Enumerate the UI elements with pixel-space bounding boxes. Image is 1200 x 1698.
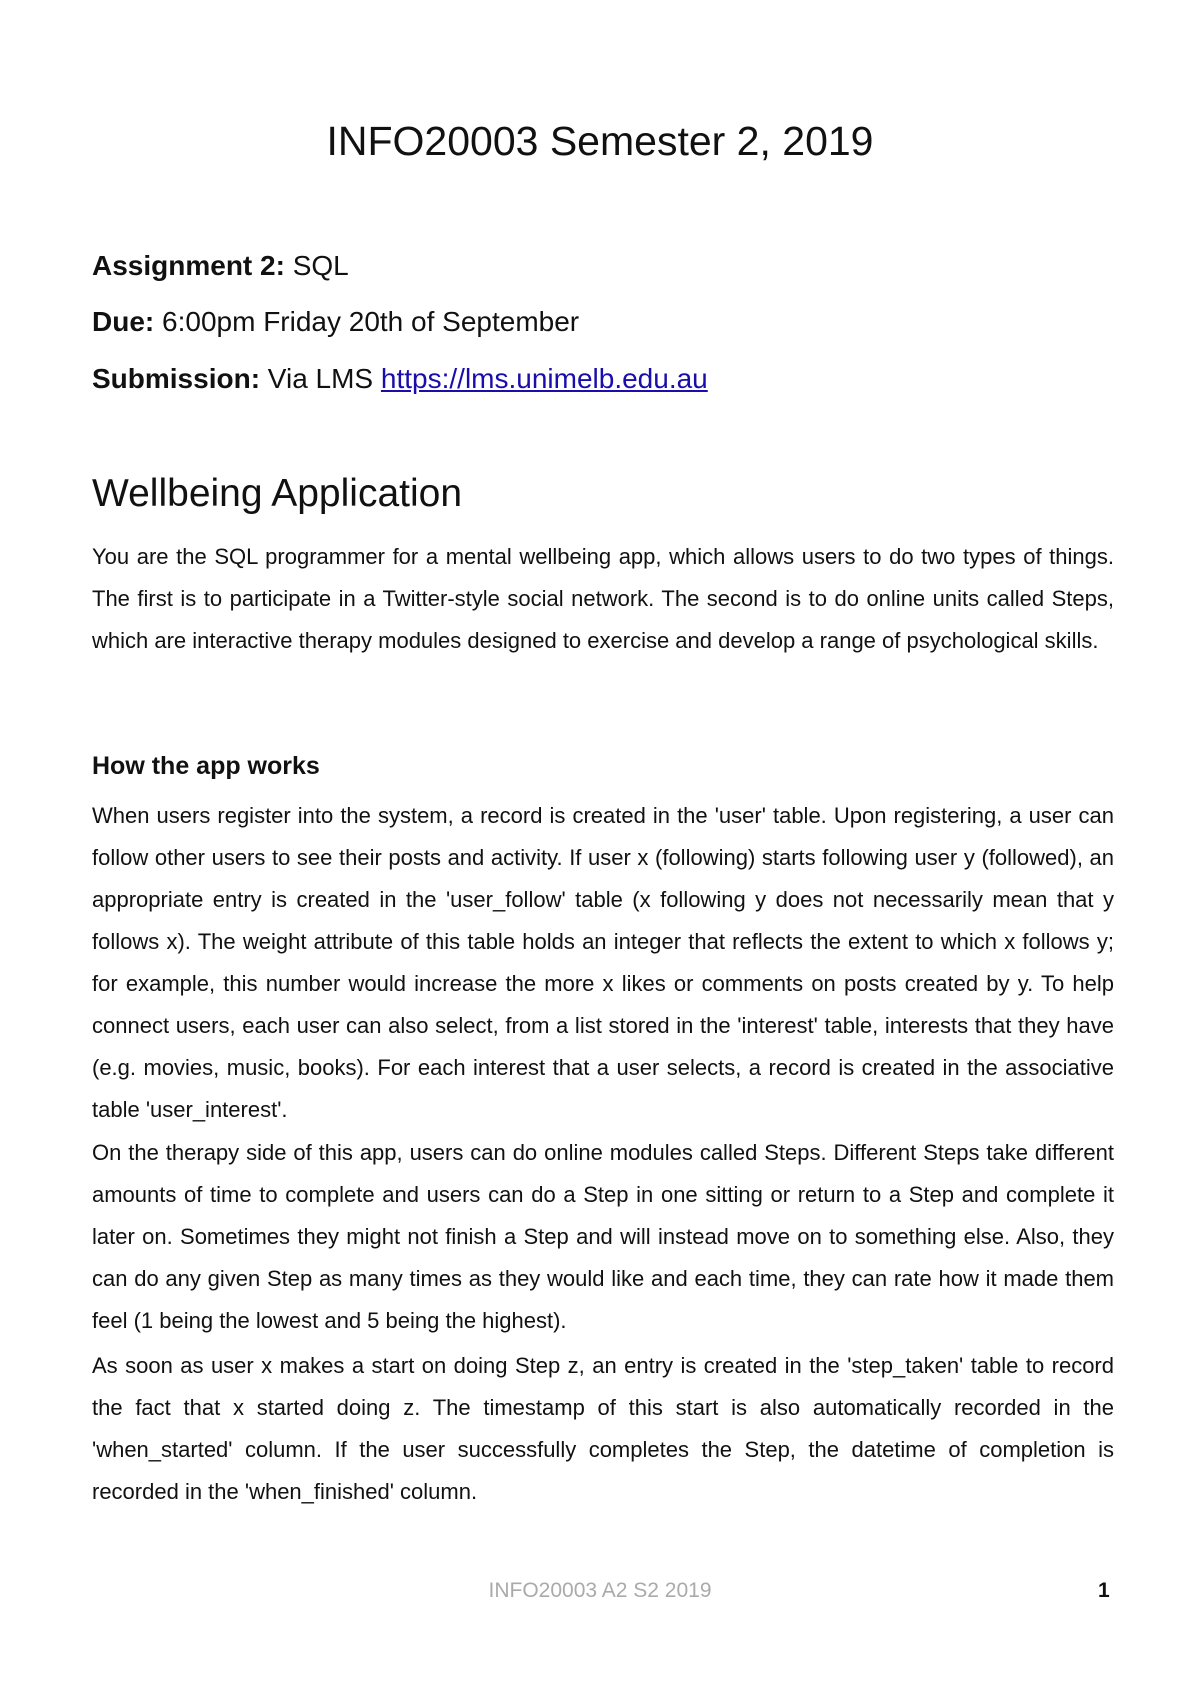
assignment-label: Assignment 2:	[92, 250, 285, 281]
due-label: Due:	[92, 306, 155, 337]
section-heading: Wellbeing Application	[92, 472, 463, 515]
assignment-line	[92, 249, 1112, 283]
page-number: 1	[1098, 1579, 1110, 1602]
steps-paragraph: As soon as user x makes a start on doing Step z, an entry is created in the 'step_taken' table to record the fact that x started doing z. The timestamp of this start is also automatically recorded in the 'when_started' column. If the user successfully completes the Step, the datetime of completion is recorded in the 'when_finished' column.	[92, 1353, 1114, 1504]
how-it-works-paragraph: When users register into the system, a record is created in the 'user' table. Upon registering, a user can follow other users to see their posts and activity. If user x (following) starts following user y (followed), an appropriate entry is created in the 'user_follow' table (x following y does not necessarily mean that y follows x). The weight attribute of this table holds an integer that reflects the extent to which x follows y; for example, this number would increase the more x likes or comments on posts created by y. To help connect users, each user can also select, from a list stored in the 'interest' table, interests that they have (e.g. movies, music, books). For each interest that a user selects, a record is created in the associative table 'user_interest'.	[92, 803, 1114, 1122]
submission-prefix: Via LMS	[267, 363, 374, 394]
intro-paragraph: You are the SQL programmer for a mental wellbeing app, which allows users to do two types of things. The first is to participate in a Twitter-style social network. The second is to do online units called Steps, which are interactive therapy modules designed to exercise and develop a range of psychological skills.	[92, 544, 1114, 653]
lms-link[interactable]: https://lms.unimelb.edu.au	[380, 363, 708, 394]
due-value: 6:00pm Friday 20th of September	[162, 306, 580, 337]
footer-text: INFO20003 A2 S2 2019	[488, 1579, 712, 1602]
due-line	[92, 305, 1112, 339]
document-title: INFO20003 Semester 2, 2019	[326, 118, 874, 164]
submission-label: Submission:	[92, 363, 261, 394]
therapy-paragraph: On the therapy side of this app, users can do online modules called Steps. Different Steps take different amounts of time to complete and users can do a Step in one sitting or return to a Step and complete it later on. Sometimes they might not finish a Step and will instead move on to something else. Also, they can do any given Step as many times as they would like and each time, they can rate how it made them feel (1 being the lowest and 5 being the highest).	[92, 1140, 1114, 1333]
assignment-value: SQL	[292, 250, 349, 281]
how-it-works-heading: How the app works	[92, 752, 320, 780]
submission-line	[92, 362, 1112, 396]
